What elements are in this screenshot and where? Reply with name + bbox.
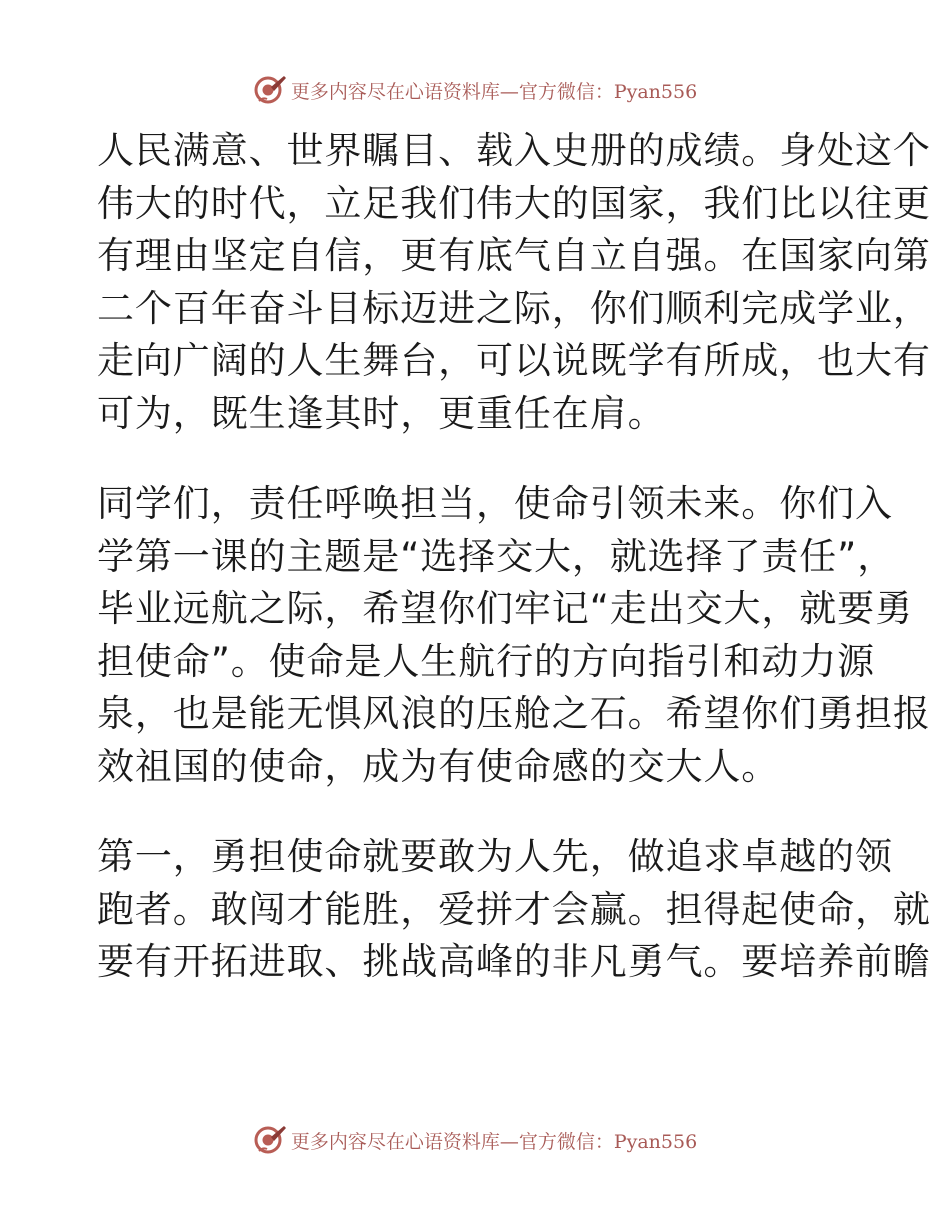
paragraph-3 [97, 831, 931, 989]
text-line: 泉，也是能无惧风浪的压舱之石。希望你们勇担报 [97, 692, 931, 735]
text-line: 担使命”。使命是人生航行的方向指引和动力源 [97, 639, 876, 683]
pen-logo-icon [253, 1123, 287, 1157]
text-line: 同学们，责任呼唤担当，使命引领未来。你们入 [97, 482, 893, 525]
text-line: 要有开拓进取、挑战高峰的非凡勇气。要培养前瞻 [97, 940, 931, 983]
text-line: 人民满意、世界瞩目、载入史册的成绩。身处这个 [97, 129, 931, 172]
text-line: 可为，既生逢其时，更重任在肩。 [97, 391, 666, 435]
text-line: 第一，勇担使命就要敢为人先，做追求卓越的领 [97, 835, 893, 878]
text-line: 学第一课的主题是“选择交大，就选择了责任”， [97, 534, 896, 578]
paragraph-1 [97, 125, 931, 440]
text-line: 毕业远航之际，希望你们牢记“走出交大，就要勇 [97, 587, 913, 630]
watermark-text: 更多内容尽在心语资料库—官方微信：Pyan556 [290, 1130, 698, 1153]
text-line: 跑者。敢闯才能胜，爱拼才会赢。担得起使命，就 [97, 887, 931, 931]
text-line: 走向广阔的人生舞台，可以说既学有所成，也大有 [97, 339, 931, 382]
text-line: 效祖国的使命，成为有使命感的交大人。 [97, 744, 780, 788]
text-line: 二个百年奋斗目标迈进之际，你们顺利完成学业， [97, 286, 931, 330]
document-body [97, 125, 931, 989]
text-line: 有理由坚定自信，更有底气自立自强。在国家向第 [97, 234, 931, 277]
header-watermark [0, 70, 950, 110]
footer-watermark [0, 1120, 950, 1160]
paragraph-2 [97, 478, 931, 793]
pen-logo-icon [253, 73, 287, 107]
text-line: 伟大的时代，立足我们伟大的国家，我们比以往更 [97, 181, 931, 225]
watermark-text: 更多内容尽在心语资料库—官方微信：Pyan556 [290, 80, 698, 103]
